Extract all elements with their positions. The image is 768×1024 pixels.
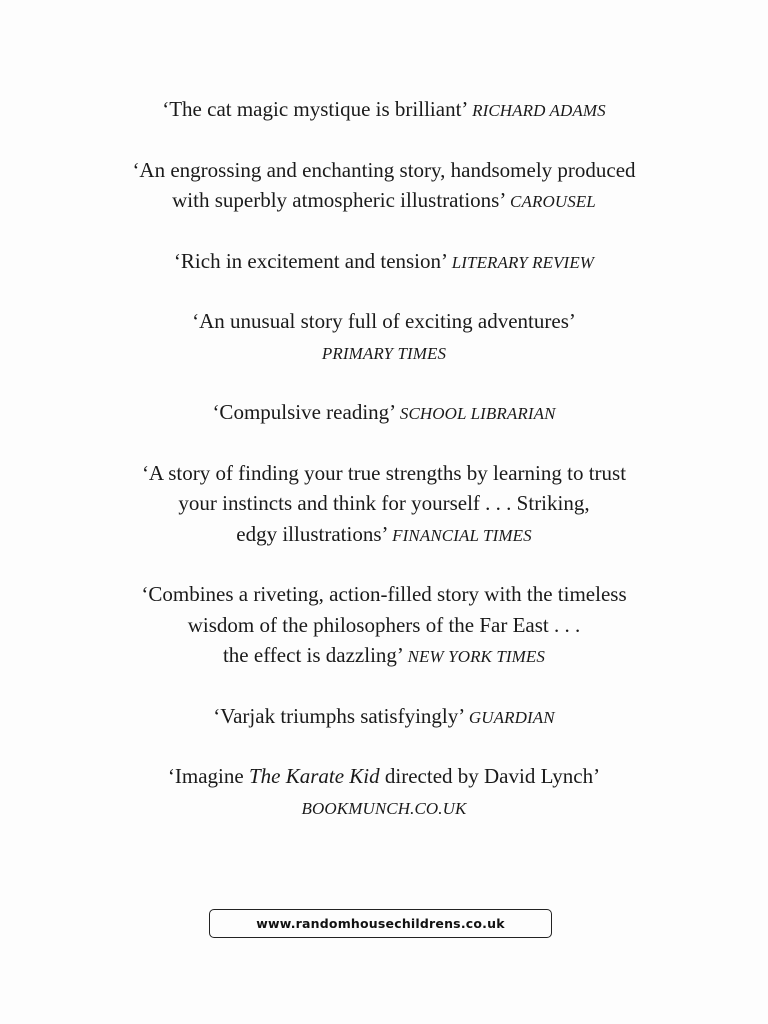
quote-text: with superbly atmospheric illustrations’ — [172, 188, 511, 212]
quote-line — [60, 397, 708, 430]
quote-text: ‘Compulsive reading’ — [212, 400, 400, 424]
review-quote — [0, 155, 768, 218]
quote-source: RICHARD ADAMS — [472, 101, 606, 120]
quote-line — [60, 94, 708, 127]
quote-line — [60, 306, 708, 337]
review-quote — [0, 246, 768, 279]
quote-line — [60, 185, 708, 218]
quote-line — [60, 579, 708, 610]
publisher-url-box[interactable]: www.randomhousechildrens.co.uk — [209, 909, 552, 938]
review-quote — [0, 397, 768, 430]
quote-text: ‘A story of finding your true strengths by learning to trust — [141, 460, 627, 485]
quote-line — [60, 488, 708, 519]
quote-line — [60, 337, 708, 370]
quote-text: directed by David Lynch’ — [379, 764, 601, 788]
quote-line — [60, 701, 708, 734]
quote-source: BOOKMUNCH.CO.UK — [301, 798, 467, 818]
review-quotes — [0, 94, 768, 852]
review-quote — [0, 761, 768, 824]
review-quote — [0, 701, 768, 734]
review-quote — [0, 94, 768, 127]
quote-source: FINANCIAL TIMES — [392, 525, 532, 545]
quote-text: ‘An engrossing and enchanting story, handsomely produced — [132, 157, 636, 182]
quote-text: ‘An unusual story full of exciting adventures’ — [192, 309, 576, 333]
quote-line — [60, 640, 708, 673]
quote-source: LITERARY REVIEW — [451, 252, 595, 272]
quote-line — [60, 246, 708, 279]
quote-text: ‘The cat magic mystique is brilliant’ — [162, 97, 473, 121]
quote-source: GUARDIAN — [468, 707, 555, 727]
film-title: The Karate Kid — [248, 764, 380, 788]
quote-line — [60, 792, 708, 825]
review-quote — [0, 458, 768, 552]
quote-line — [60, 761, 708, 792]
quote-text: wisdom of the philosophers of the Far East . . . — [187, 612, 581, 637]
quote-source: NEW YORK TIMES — [407, 647, 546, 666]
quote-source: PRIMARY TIMES — [321, 343, 447, 363]
review-quote — [0, 579, 768, 673]
quote-text: ‘Imagine — [167, 764, 249, 788]
quote-line — [60, 155, 708, 186]
quote-text: edgy illustrations’ — [236, 521, 393, 546]
quote-line — [60, 458, 708, 489]
quote-text: ‘Varjak triumphs satisfyingly’ — [213, 703, 469, 728]
quote-text: ‘Rich in excitement and tension’ — [173, 248, 452, 273]
quote-text: ‘Combines a riveting, action-filled story with the timeless — [141, 582, 627, 606]
quote-text: the effect is dazzling’ — [222, 643, 408, 667]
quote-line — [60, 519, 708, 552]
quote-source: CAROUSEL — [510, 192, 596, 211]
quote-source: SCHOOL LIBRARIAN — [399, 404, 556, 423]
quote-text: your instincts and think for yourself . . . Striking, — [178, 491, 590, 515]
review-quote — [0, 306, 768, 369]
quote-line — [60, 610, 708, 641]
